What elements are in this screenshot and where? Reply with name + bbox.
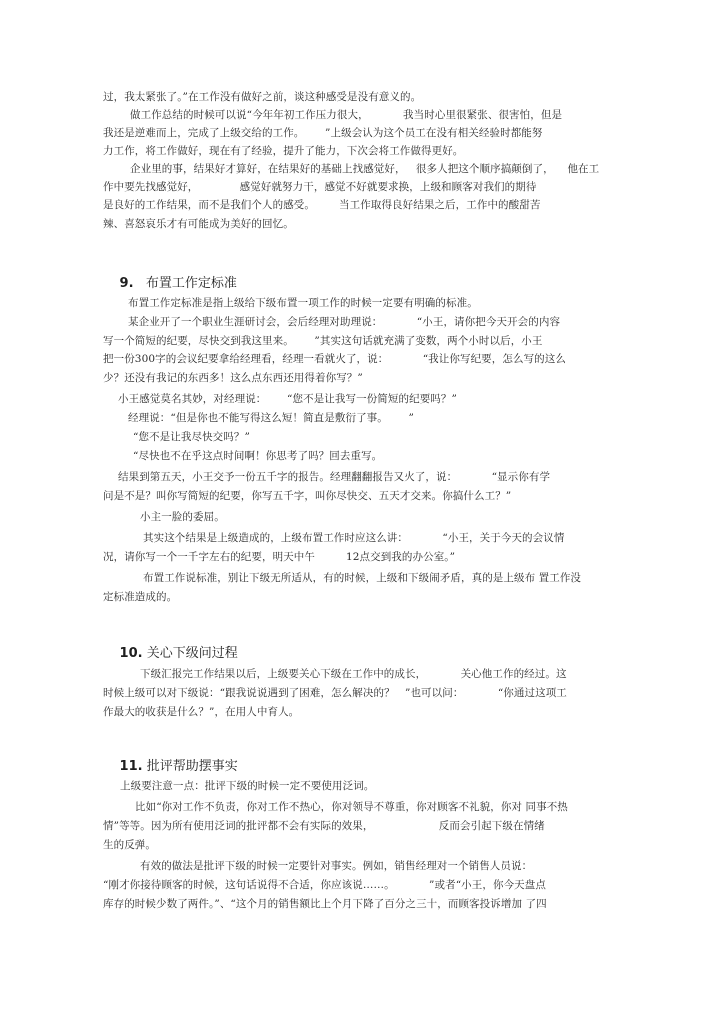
body-line: 库存的时候少数了两件。”、“这个月的销售额比上个月下降了百分之三十，而顾客投诉增加 了四 — [103, 898, 547, 910]
intro-line: 过，我太紧张了。”在工作没有做好之前，谈这种感受是没有意义的。 — [103, 91, 422, 103]
intro-line: 作中要先找感觉好， 感觉好就努力干，感觉不好就要求换，上级和顾客对我们的期待 — [103, 181, 537, 193]
body-line: 写一个简短的纪要，尽快交到我这里来。 ”其实这句话就充满了变数，两个小时以后，小王 — [103, 335, 543, 347]
section-title: 关心下级问过程 — [146, 646, 238, 661]
body-line: 布置工作定标准是指上级给下级布置一项工作的时候一定要有明确的标准。 — [128, 297, 478, 309]
intro-line: 做工作总结的时候可以说“今年年初工作压力很大， 我当时心里很紧张、很害怕，但是 — [130, 109, 563, 121]
body-line: 时候上级可以对下级说：“跟我说说遇到了困难，怎么解决的？ ”也可以问： “你通过这项工 — [103, 687, 567, 699]
body-line: 布置工作说标准，别让下级无所适从，有的时候，上级和下级闹矛盾，真的是上级布 置工作没 — [143, 572, 582, 584]
section-title: 批评帮助摆事实 — [146, 759, 238, 774]
body-line: 况，请你写一个一千字左右的纪要，明天中午 12点交到我的办公室。” — [103, 551, 456, 563]
body-line: 有效的做法是批评下级的时候一定要针对事实。例如，销售经理对一个销售人员说： — [140, 860, 533, 872]
body-line: 下级汇报完工作结果以后，上级要关心下级在工作中的成长， 关心他工作的经过。这 — [140, 668, 567, 680]
intro-line: 力工作，将工作做好，现在有了经验，提升了能力，下次会将工作做得更好。 — [103, 145, 464, 157]
body-line: 结果到第五天，小王交予一份五千字的报告。经理翻翻报告又火了，说： “显示你有学 — [118, 471, 551, 483]
body-line: 小王感觉莫名其妙，对经理说： “您不是让我写一份简短的纪要吗？” — [118, 393, 457, 405]
body-line: 比如“你对工作不负责，你对工作不热心，你对领导不尊重，你对顾客不礼貌，你对 同事不热 — [135, 801, 568, 813]
body-line: 某企业开了一个职业生涯研讨会，会后经理对助理说： “小王，请你把今天开会的内容 — [128, 316, 561, 328]
body-line: 其实这个结果是上级造成的，上级布置工作时应这么讲： “小王，关于今天的会议情 — [143, 532, 565, 544]
intro-line: 企业里的事，结果好才算好，在结果好的基础上找感觉好， 很多人把这个顺序搞颠倒了， 他在工 — [130, 163, 600, 175]
section-number: 9. — [119, 276, 134, 291]
body-line: “尽快也不在乎这点时间啊！你思考了吗？回去重写。 — [133, 450, 383, 462]
section-number: 10. — [119, 646, 143, 661]
body-line: 问是不是？叫你写简短的纪要，你写五千字，叫你尽快交、五天才交来。你搞什么工？” — [103, 490, 512, 502]
intro-line: 我还是逆难而上，完成了上级交给的工作。 ”上级会认为这个员工在没有相关经验时都能努 — [103, 127, 543, 139]
body-line: 作最大的收获是什么？”，在用人中育人。 — [103, 706, 300, 718]
body-line: 定标准造成的。 — [103, 591, 178, 603]
body-line: 经理说：“但是你也不能写得这么短！简直是敷衍了事。 ” — [128, 412, 414, 424]
body-line: 生的反弹。 — [103, 839, 156, 851]
body-line: “刚才你接待顾客的时候，这句话说得不合适，你应该说……。 ”或者“小王，你今天盘点 — [103, 879, 546, 891]
body-line: 少？还没有我记的东西多！这么点东西还用得着你写？” — [103, 372, 363, 384]
body-line: 把一份300字的会议纪要拿给经理看，经理一看就火了，说： “我让你写纪要，怎么写的这么 — [103, 353, 566, 365]
body-line: 情”等等。因为所有使用泛词的批评都不会有实际的效果， 反而会引起下级在情绪 — [103, 820, 545, 832]
intro-line: 是良好的工作结果，而不是我们个人的感受。 当工作取得良好结果之后，工作中的酸甜苦 — [103, 199, 541, 211]
section-title: 布置工作定标准 — [145, 276, 237, 291]
body-line: 上级要注意一点：批评下级的时候一定不要使用泛词。 — [120, 780, 375, 792]
intro-line: 辣、喜怒哀乐才有可能成为美好的回忆。 — [103, 218, 294, 230]
body-line: “您不是让我尽快交吗？” — [133, 431, 250, 443]
section-number: 11. — [119, 759, 143, 774]
body-line: 小主一脸的委屈。 — [140, 511, 225, 523]
